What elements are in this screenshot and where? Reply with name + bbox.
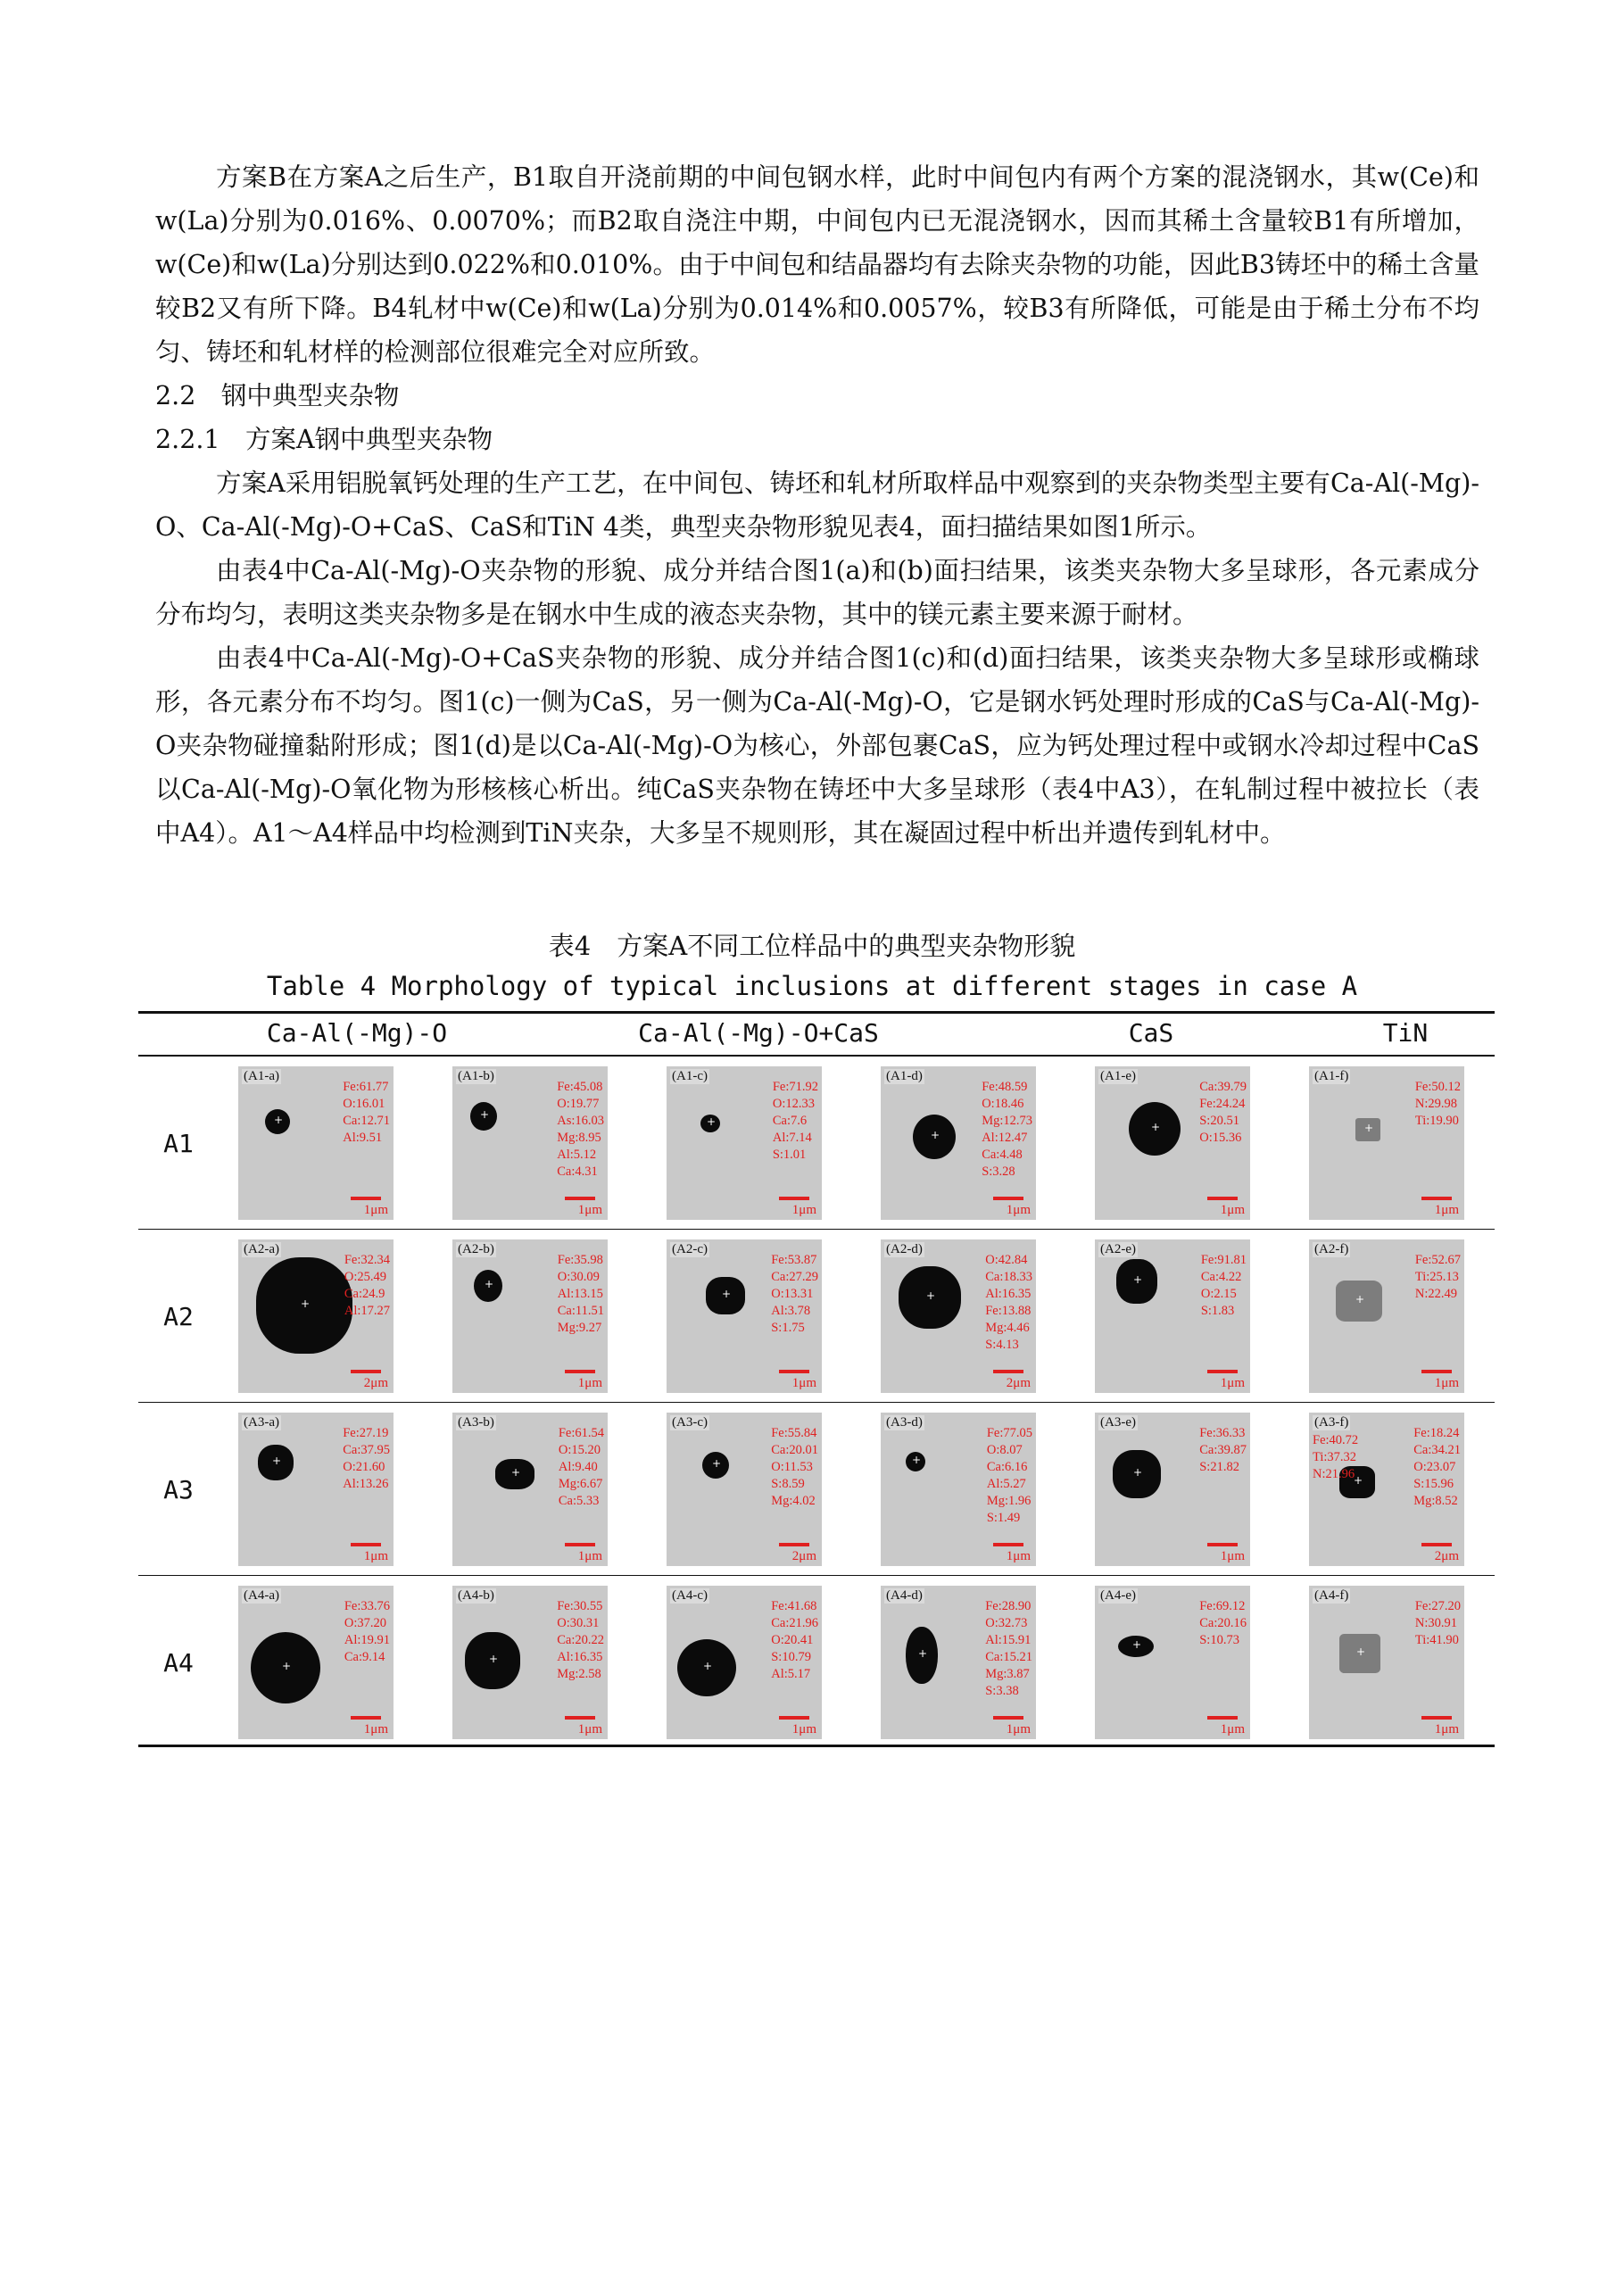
scale-label: 1μm [791,1376,816,1390]
cell-id: (A2-a) [244,1242,279,1256]
composition-value: Mg:4.46 [985,1321,1030,1335]
spot-marker-icon: + [1364,1122,1374,1134]
composition-value: N:21.96 [1313,1467,1355,1481]
composition-value: Mg:8.52 [1413,1494,1458,1508]
micrograph-cell [1095,1066,1250,1220]
composition-value: Al:16.35 [985,1287,1032,1301]
composition-list [1201,1252,1247,1320]
cell-id: (A2-d) [886,1242,923,1256]
cell-id: (A4-a) [244,1588,279,1603]
composition-value: Fe:36.33 [1199,1426,1246,1440]
composition-value: Ca:4.48 [982,1148,1023,1162]
scale-label: 2μm [791,1549,816,1563]
scale-bar [779,1543,809,1546]
scale-label: 1μm [1220,1203,1245,1217]
composition-list [985,1252,1032,1354]
scale-label: 2μm [363,1376,388,1390]
scale-label: 1μm [791,1722,816,1737]
micrograph-cell [881,1239,1036,1393]
composition-value: Mg:3.87 [985,1667,1030,1681]
spot-marker-icon: + [489,1653,499,1665]
paragraph: 方案A采用铝脱氧钙处理的生产工艺，在中间包、铸坯和轧材所取样品中观察到的夹杂物类型主要有Ca-Al(-Mg)-O、Ca-Al(-Mg)-O+CaS、CaS和TiN 4类，典型夹杂物形貌见表4，面扫描结果如图1所示。 [155,468,1479,542]
cell-id: (A3-a) [244,1415,279,1430]
spot-marker-icon: + [931,1129,940,1141]
spot-marker-icon: + [1133,1466,1143,1479]
composition-value: Al:9.40 [558,1460,598,1474]
composition-value: Fe:61.77 [343,1080,389,1094]
composition-value: O:37.20 [344,1616,386,1630]
composition-value: Ca:20.01 [771,1443,818,1457]
composition-value: O:30.09 [557,1270,600,1284]
spot-marker-icon: + [1355,1293,1365,1305]
composition-value: Fe:27.19 [343,1426,389,1440]
composition-value: O:11.53 [771,1460,813,1474]
micrograph-cell [452,1413,608,1566]
scale-bar [1421,1370,1452,1373]
micrograph-cell [1309,1586,1464,1739]
scale-bar [993,1370,1023,1373]
composition-value: As:16.03 [557,1114,604,1128]
scale-label: 1μm [577,1203,602,1217]
scale-label: 1μm [1220,1722,1245,1737]
composition-value: S:1.83 [1200,1304,1235,1318]
scale-label: 1μm [363,1203,388,1217]
composition-value: O:15.36 [1199,1131,1242,1145]
composition-value: Fe:52.67 [1414,1253,1461,1267]
scale-label: 1μm [577,1376,602,1390]
scale-bar [1207,1543,1238,1546]
cell-id: (A2-e) [1100,1242,1136,1256]
composition-value: Fe:32.34 [344,1253,390,1267]
composition-value: Ca:15.21 [985,1650,1032,1664]
composition-value: Ca:4.22 [1200,1270,1242,1284]
micrograph-cell [667,1066,822,1220]
scale-label: 1μm [363,1722,388,1737]
composition-value: O:20.41 [771,1633,814,1647]
composition-value: Ca:37.95 [343,1443,390,1457]
composition-value: Mg:4.02 [771,1494,816,1508]
composition-value: Fe:18.24 [1413,1426,1460,1440]
composition-value: O:8.07 [986,1443,1023,1457]
composition-value: O:30.31 [557,1616,600,1630]
composition-value: Mg:9.27 [557,1321,602,1335]
composition-value: Ca:39.79 [1199,1080,1247,1094]
spot-marker-icon: + [707,1115,717,1128]
micrograph-cell [1095,1239,1250,1393]
composition-value: Fe:45.08 [557,1080,603,1094]
composition-value: Fe:50.12 [1414,1080,1461,1094]
scale-label: 1μm [1434,1376,1459,1390]
composition-list [1415,1079,1461,1130]
cell-id: (A4-e) [1100,1588,1136,1603]
composition-value: Ca:4.31 [557,1165,598,1179]
cell-id: (A2-f) [1314,1242,1349,1256]
composition-value: Al:5.12 [557,1148,597,1162]
scale-label: 1μm [1006,1203,1031,1217]
cell-id: (A1-e) [1100,1069,1136,1083]
spot-marker-icon: + [282,1660,292,1672]
spot-marker-icon: + [1354,1474,1363,1487]
composition-value: Fe:13.88 [985,1304,1032,1318]
composition-list [773,1079,818,1164]
composition-value: Fe:53.87 [771,1253,817,1267]
composition-value: O:18.46 [982,1097,1024,1111]
cell-id: (A1-a) [244,1069,279,1083]
column-header: Ca-Al(-Mg)-O+CaS [638,1018,879,1048]
composition-value: Mg:6.67 [558,1477,603,1491]
scale-bar [1207,1370,1238,1373]
composition-value: N:22.49 [1414,1287,1457,1301]
composition-value: O:2.15 [1200,1287,1237,1301]
composition-list [771,1425,818,1510]
composition-value: Ca:24.9 [344,1287,385,1301]
composition-value: Ti:19.90 [1414,1114,1459,1128]
scale-bar [1421,1716,1452,1720]
scale-label: 1μm [791,1203,816,1217]
composition-value: S:4.13 [985,1338,1019,1352]
composition-value: Fe:40.72 [1313,1433,1359,1447]
column-header: Ca-Al(-Mg)-O [266,1018,448,1048]
composition-list [1415,1252,1461,1303]
scale-bar [779,1197,809,1200]
composition-value: Ca:34.21 [1413,1443,1461,1457]
scale-bar [351,1716,381,1720]
spot-marker-icon: + [274,1114,284,1126]
composition-value: O:25.49 [344,1270,386,1284]
composition-value: Al:17.27 [344,1304,390,1318]
table-header-rule [138,1055,1495,1057]
spot-marker-icon: + [912,1454,922,1466]
composition-list [557,1079,604,1181]
composition-value: N:30.91 [1414,1616,1457,1630]
composition-value: Al:13.15 [557,1287,603,1301]
spot-marker-icon: + [703,1660,713,1672]
micrograph-cell [1095,1586,1250,1739]
micrograph-cell [1309,1413,1464,1566]
cell-id: (A4-d) [886,1588,923,1603]
composition-value: Ca:27.29 [771,1270,818,1284]
composition-value: Fe:27.20 [1414,1599,1461,1613]
composition-value: Fe:69.12 [1199,1599,1246,1613]
scale-label: 1μm [1006,1722,1031,1737]
micrograph-cell [238,1586,394,1739]
composition-value: Ca:20.22 [557,1633,604,1647]
spot-marker-icon: + [918,1647,928,1660]
composition-value: Mg:8.95 [557,1131,601,1145]
scale-label: 1μm [577,1549,602,1563]
column-header: CaS [1128,1018,1174,1048]
composition-value: Fe:48.59 [982,1080,1028,1094]
composition-list [985,1598,1032,1700]
composition-value: Fe:33.76 [344,1599,390,1613]
composition-value: Al:15.91 [985,1633,1032,1647]
spot-marker-icon: + [272,1455,282,1467]
row-label: A3 [163,1475,194,1504]
scale-label: 1μm [1434,1203,1459,1217]
composition-value: S:15.96 [1413,1477,1454,1491]
composition-value: Fe:61.54 [558,1426,604,1440]
composition-value: O:16.01 [343,1097,385,1111]
scale-bar [351,1543,381,1546]
paragraph: 由表4中Ca-Al(-Mg)-O+CaS夹杂物的形貌、成分并结合图1(c)和(d)面扫结果，该类夹杂物大多呈球形或椭球形，各元素分布不均匀。图1(c)一侧为CaS，另一侧为Ca-Al(-Mg)-O，它是钢水钙处理时形成的CaS与Ca-Al(-Mg)-O夹杂物碰撞黏附形成；图1(d)是以Ca-Al(-Mg)-O为核心，外部包裹CaS，应为钙处理过程中或钢水冷却过程中CaS以Ca-Al(-Mg)-O氧化物为形核核心析出。纯CaS夹杂物在铸坯中大多呈球形（表4中A3），在轧制过程中被拉长（表中A4）。A1～A4样品中均检测到TiN夹杂，大多呈不规则形，其在凝固过程中析出并遗传到轧材中。 [155,643,1479,848]
micrograph-cell [238,1413,394,1566]
micrograph-cell [667,1413,822,1566]
subsection-heading: 2.2.1 方案A钢中典型夹杂物 [155,425,493,454]
micrograph-cell [881,1586,1036,1739]
composition-list [1199,1079,1247,1147]
micrograph-cell [452,1239,608,1393]
cell-id: (A4-c) [672,1588,708,1603]
body-text-upper [155,155,1479,855]
composition-list [1199,1425,1247,1476]
scale-label: 1μm [1006,1549,1031,1563]
composition-value: Ca:21.96 [771,1616,818,1630]
composition-value: Ca:6.16 [986,1460,1028,1474]
row-divider [138,1402,1495,1403]
composition-value: Mg:12.73 [982,1114,1032,1128]
scale-bar [993,1716,1023,1720]
composition-value: Fe:91.81 [1200,1253,1247,1267]
composition-value: O:19.77 [557,1097,600,1111]
cell-id: (A4-f) [1314,1588,1349,1603]
composition-value: S:3.28 [982,1165,1015,1179]
scale-bar [1421,1197,1452,1200]
composition-list [771,1252,818,1337]
column-header: TiN [1382,1018,1429,1048]
composition-value: O:42.84 [985,1253,1028,1267]
composition-value: S:8.59 [771,1477,805,1491]
composition-value: Al:5.17 [771,1667,811,1681]
composition-list [982,1079,1032,1181]
composition-list [559,1425,604,1510]
spot-marker-icon: + [712,1457,722,1470]
composition-value: S:21.82 [1199,1460,1239,1474]
scale-label: 2μm [1006,1376,1031,1390]
composition-value: Ca:9.14 [344,1650,385,1664]
composition-value: S:20.51 [1199,1114,1239,1128]
cell-id: (A1-f) [1314,1069,1349,1083]
scale-bar [993,1543,1023,1546]
spot-marker-icon: + [1356,1645,1366,1658]
micrograph-cell [452,1066,608,1220]
composition-value: Al:7.14 [772,1131,812,1145]
table-caption-zh: 表4 方案A不同工位样品中的典型夹杂物形貌 [548,931,1076,961]
cell-id: (A1-d) [886,1069,923,1083]
composition-value: Fe:35.98 [557,1253,603,1267]
composition-value: O:15.20 [558,1443,601,1457]
composition-value: Fe:41.68 [771,1599,817,1613]
composition-value: O:21.60 [343,1460,385,1474]
composition-value: Fe:71.92 [772,1080,818,1094]
cell-id: (A3-f) [1314,1415,1349,1430]
composition-value: Ti:41.90 [1414,1633,1459,1647]
scale-bar [351,1197,381,1200]
row-divider [138,1229,1495,1230]
inclusion-table [138,1011,1495,1747]
row-label: A4 [163,1648,194,1678]
composition-list [1415,1598,1461,1649]
composition-value: Mg:1.96 [986,1494,1032,1508]
composition-value: Al:13.26 [343,1477,389,1491]
scale-bar [565,1370,595,1373]
composition-value: Ca:7.6 [772,1114,808,1128]
cell-id: (A2-b) [458,1242,494,1256]
micrograph-cell [881,1413,1036,1566]
spot-marker-icon: + [1133,1273,1143,1286]
composition-value: Ti:25.13 [1414,1270,1459,1284]
composition-value: S:1.49 [986,1511,1021,1525]
composition-value: S:1.01 [772,1148,807,1162]
scale-bar [1207,1716,1238,1720]
spot-marker-icon: + [480,1108,490,1121]
composition-value: Ti:37.32 [1313,1450,1357,1464]
composition-value: Al:9.51 [343,1131,383,1145]
composition-value: Ca:20.16 [1199,1616,1247,1630]
paragraph: 方案B在方案A之后生产，B1取自开浇前期的中间包钢水样，此时中间包内有两个方案的混浇钢水，其w(Ce)和w(La)分别为0.016%、0.0070%；而B2取自浇注中期，中间包内已无混浇钢水，因而其稀土含量较B1有所增加，w(Ce)和w(La)分别达到0.022%和0.010%。由于中间包和结晶器均有去除夹杂物的功能，因此B3铸坯中的稀土含量较B2又有所下降。B4轧材中w(Ce)和w(La)分别为0.014%和0.0057%，较B3有所降低，可能是由于稀土分布不均匀、铸坯和轧材样的检测部位很难完全对应所致。 [155,162,1479,367]
composition-value: O:23.07 [1413,1460,1456,1474]
scale-label: 1μm [1220,1376,1245,1390]
composition-value: Al:16.35 [557,1650,603,1664]
composition-list [344,1252,390,1320]
composition-list [1199,1598,1247,1649]
composition-value: Fe:77.05 [986,1426,1032,1440]
cell-id: (A3-d) [886,1415,923,1430]
section-heading: 2.2 钢中典型夹杂物 [155,381,400,410]
composition-list [771,1598,818,1683]
composition-value: O:13.31 [771,1287,814,1301]
table-top-rule [138,1011,1495,1014]
scale-bar [565,1716,595,1720]
spot-marker-icon: + [1132,1638,1142,1651]
scale-bar [565,1197,595,1200]
composition-value: Al:12.47 [982,1131,1028,1145]
spot-marker-icon: + [926,1289,936,1302]
scale-label: 1μm [1434,1722,1459,1737]
composition-list [1413,1425,1461,1510]
composition-list-secondary [1313,1432,1358,1483]
composition-value: O:12.33 [772,1097,815,1111]
micrograph-cell [452,1586,608,1739]
composition-value: Al:19.91 [344,1633,390,1647]
spot-marker-icon: + [485,1278,494,1290]
cell-id: (A1-b) [458,1069,494,1083]
composition-list [558,1252,604,1337]
composition-value: Ca:11.51 [557,1304,604,1318]
table-caption-en: Table 4 Morphology of typical inclusions at different stages in case A [266,971,1358,1001]
scale-label: 2μm [1434,1549,1459,1563]
scale-label: 1μm [577,1722,602,1737]
scale-bar [779,1370,809,1373]
micrograph-cell [667,1586,822,1739]
cell-id: (A4-b) [458,1588,494,1603]
row-divider [138,1575,1495,1576]
scale-bar [1207,1197,1238,1200]
row-label: A1 [163,1129,194,1158]
composition-value: N:29.98 [1414,1097,1457,1111]
composition-value: Ca:5.33 [558,1494,600,1508]
composition-value: Mg:2.58 [557,1667,601,1681]
cell-id: (A3-c) [672,1415,708,1430]
micrograph-cell [1309,1066,1464,1220]
cell-id: (A1-c) [672,1069,708,1083]
spot-marker-icon: + [301,1297,311,1310]
scale-label: 1μm [1220,1549,1245,1563]
row-label: A2 [163,1302,194,1331]
composition-value: S:3.38 [985,1684,1019,1698]
composition-value: S:1.75 [771,1321,805,1335]
composition-value: Fe:30.55 [557,1599,603,1613]
composition-list [343,1425,390,1493]
scale-bar [351,1370,381,1373]
composition-list [343,1079,390,1147]
micrograph-cell [1095,1413,1250,1566]
micrograph-cell [667,1239,822,1393]
composition-value: Fe:28.90 [985,1599,1032,1613]
cell-id: (A3-e) [1100,1415,1136,1430]
composition-list [987,1425,1032,1527]
scale-bar [993,1197,1023,1200]
scale-label: 1μm [363,1549,388,1563]
composition-value: Ca:18.33 [985,1270,1032,1284]
table-bottom-rule [138,1745,1495,1747]
scale-bar [565,1543,595,1546]
paragraph: 由表4中Ca-Al(-Mg)-O夹杂物的形貌、成分并结合图1(a)和(b)面扫结果，该类夹杂物大多呈球形，各元素成分分布均匀，表明这类夹杂物多是在钢水中生成的液态夹杂物，其中的镁元素主要来源于耐材。 [155,556,1479,629]
composition-value: S:10.79 [771,1650,811,1664]
composition-value: Fe:24.24 [1199,1097,1246,1111]
micrograph-cell [881,1066,1036,1220]
composition-list [557,1598,604,1683]
composition-value: Ca:39.87 [1199,1443,1247,1457]
micrograph-cell [238,1239,394,1393]
cell-id: (A3-b) [458,1415,494,1430]
spot-marker-icon: + [1151,1121,1161,1133]
spot-marker-icon: + [722,1288,732,1300]
scale-bar [779,1716,809,1720]
composition-value: S:10.73 [1199,1633,1239,1647]
scale-bar [1421,1543,1452,1546]
composition-list [344,1598,390,1666]
composition-value: O:32.73 [985,1616,1028,1630]
micrograph-cell [238,1066,394,1220]
composition-value: Al:3.78 [771,1304,811,1318]
micrograph-cell [1309,1239,1464,1393]
composition-value: Ca:12.71 [343,1114,390,1128]
composition-value: Fe:55.84 [771,1426,817,1440]
cell-id: (A2-c) [672,1242,708,1256]
spot-marker-icon: + [511,1466,521,1479]
composition-value: Al:5.27 [986,1477,1026,1491]
